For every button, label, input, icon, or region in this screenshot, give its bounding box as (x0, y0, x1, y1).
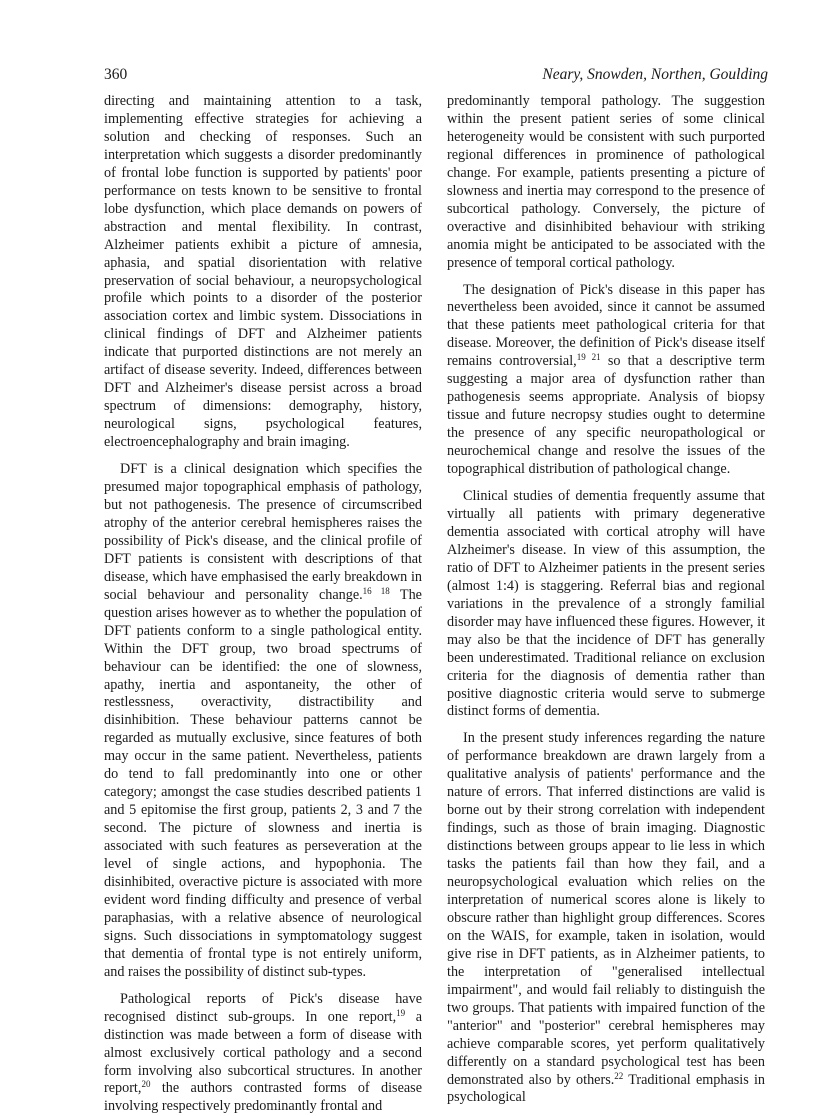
body-paragraph (447, 282, 765, 479)
body-paragraph (104, 93, 422, 452)
citation-superscript: 19 21 (576, 352, 601, 363)
citation-superscript: 20 (141, 1079, 151, 1090)
paragraph-text: The designation of Pick's disease in this paper has nevertheless been avoided, since it cannot be assumed that these patients meet pathological criteria for that disease. Moreover, the definition of Pick's disease itself remains controversial, (447, 281, 765, 370)
paragraph-text: so that a descriptive term suggesting a major area of dysfunction rather than pathogenesis seems appropriate. Analysis of biopsy tissue and future necropsy studies ought to determine the presence of any specific neuropathological or neurochemical change and resolve the issues of the topographical distribution of pathological change. (447, 353, 766, 478)
paragraph-text: the authors contrasted forms of disease involving respectively predominantly frontal and (104, 1080, 422, 1115)
citation-superscript: 16 18 (362, 585, 390, 596)
body-paragraph (447, 488, 765, 721)
paragraph-text: a distinction was made between a form of disease with almost exclusively cortical pathology and a second form involving also subcortical structures. In another report, (104, 1008, 422, 1097)
body-paragraph (104, 461, 422, 982)
paragraph-text: In the present study inferences regarding the nature of performance breakdown are drawn largely from a qualitative analysis of patients' performance and the nature of errors. That inferred distinctions are valid is borne out by their strong correlation with independent findings, such as those of brain imaging. Diagnostic distinctions between groups appear to lie less in which tasks the patients fail than how they fail, and a neuropsychological evaluation which relies on the interpretation of numerical scores alone is likely to obscure rather than highlight group differences. Scores on the WAIS, for example, taken in isolation, would give rise in DFT patients, as in Alzheimer patients, to the interpretation of "generalised intellectual impairment", and would fail reliably to distinguish the two groups. That patients with impaired function of the "anterior" and "posterior" cerebral hemispheres may achieve comparable scores, yet perform qualitatively differently on a standard psychological test has been demonstrated also by others. (447, 730, 765, 1088)
paragraph-text: directing and maintaining attention to a task, implementing effective strategies for achieving a solution and checking of responses. Such an interpretation which suggests a disorder predominantly of frontal lobe function is supported by patients' poor performance on tests known to be sensitive to frontal lobe dysfunction, which place demands on powers of abstraction and mental flexibility. In contrast, Alzheimer patients exhibit a picture of amnesia, aphasia, and spatial disorientation with relative preservation of social behaviour, a neuropsychological profile which points to a disorder of the posterior association cortex and limbic system. Dissociations in clinical findings of DFT and Alzheimer patients indicate that purported distinctions are not merely an artifact of disease severity. Indeed, differences between DFT and Alzheimer's disease persist across a broad spectrum of dimensions: demography, history, neurological signs, psychological features, electroencephalography and brain imaging. (104, 93, 422, 451)
left-column (104, 93, 422, 1116)
paragraph-text: Pathological reports of Pick's disease have recognised distinct sub-groups. In one report, (104, 990, 422, 1025)
running-authors: Neary, Snowden, Northen, Goulding (542, 66, 768, 83)
body-paragraph (104, 991, 422, 1116)
body-paragraph (447, 730, 765, 1107)
paragraph-text: The question arises however as to whether the population of DFT patients conform to a single pathological entity. Within the DFT group, two broad spectrums of behaviour can be identified: the one of slowness, apathy, inertia and aspontaneity, the other of restlessness, overactivity, distractibility and disinhibition. These behaviour patterns cannot be regarded as mutually exclusive, since features of both may occur in the same patient. Nevertheless, patients do tend to fall predominantly into one or other category; amongst the case studies described patients 1 and 5 epitomise the first group, patients 2, 3 and 7 the second. The picture of slowness and inertia is associated with such features as perseveration at the level of single actions, and hypophonia. The disinhibited, overactive picture is associated with more evident word finding difficulty and presence of verbal paraphasias, with a relative absence of neurological signs. Such dissociations in symptomatology suggest that dementia of frontal type is not entirely uniform, and raises the possibility of distinct sub-types. (104, 586, 422, 980)
citation-superscript: 19 (396, 1007, 406, 1018)
body-paragraph (447, 93, 765, 273)
citation-superscript: 22 (614, 1070, 624, 1081)
page-number: 360 (104, 66, 128, 83)
paragraph-text: Traditional emphasis in psychological (447, 1071, 765, 1106)
paragraph-text: DFT is a clinical designation which specifies the presumed major topographical emphasis of pathology, but not pathogenesis. The presence of circumscribed atrophy of the anterior cerebral hemispheres raises the possibility of Pick's disease, and the clinical profile of DFT patients is consistent with descriptions of that disease, which have emphasised the early breakdown in social behaviour and personality change. (104, 461, 422, 603)
right-column (447, 93, 765, 1107)
running-header (104, 66, 768, 88)
paragraph-text: Clinical studies of dementia frequently assume that virtually all patients with primary degenerative dementia associated with cortical atrophy will have Alzheimer's disease. In view of this assumption, the ratio of DFT to Alzheimer patients in the present series (almost 1:4) is staggering. Referral bias and regional variations in the prevalence of a strongly familial disorder may have influenced these figures. However, it may also be that the incidence of DFT has generally been underestimated. Traditional reliance on exclusion criteria for the diagnosis of dementia rather than positive diagnostic criteria would serve to submerge distinct forms of dementia. (447, 488, 765, 720)
paragraph-text: predominantly temporal pathology. The suggestion within the present patient series of some clinical heterogeneity would be consistent with such purported regional differences in prominence of pathological change. For example, patients presenting a picture of slowness and inertia may correspond to the presence of subcortical pathology. Conversely, the picture of overactive and disinhibited behaviour with striking anomia might be anticipated to be associated with the presence of temporal cortical pathology. (447, 93, 765, 271)
